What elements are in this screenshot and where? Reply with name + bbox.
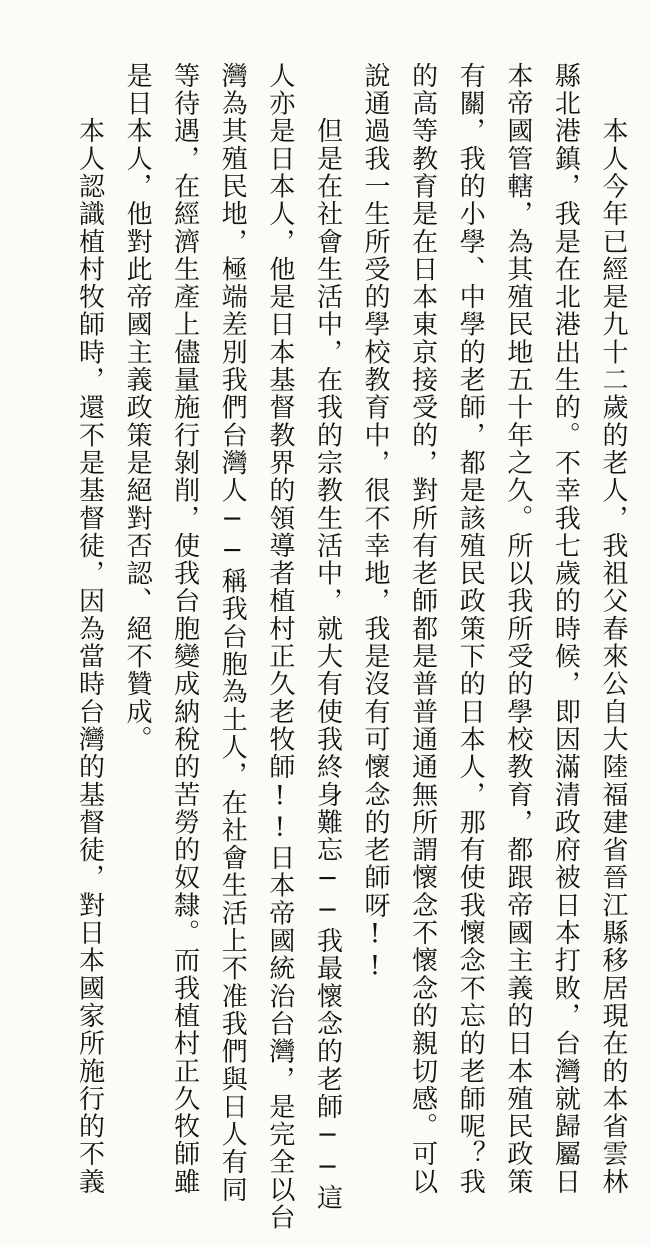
text-line: 但是在社會生活中，在我的宗教生活中，就大有使我終身難忘──我最懷念的老師──這	[312, 62, 343, 1212]
text-line: 等待遇，在經濟生產上儘量施行剝削，使我台胞變成納稅的苦勞的奴隸。而我植村正久牧師雖	[169, 62, 200, 1196]
text-line: 有關，我的小學、中學的老師，都是該殖民政策下的日本人，那有使我懷念不忘的老師呢？我	[455, 62, 486, 1196]
text-line: 說通過我一生所受的學校教育中，很不幸地，我是沒有可懷念的老師呀!!	[360, 62, 391, 983]
text-line: 是日本人，他對此帝國主義政策是絕對否認、絕不贊成。	[122, 62, 153, 754]
text-line: 縣北港鎮，我是在北港出生的。不幸我七歲的時候，即因滿清政府被日本打敗，台灣就歸屬日	[550, 62, 581, 1196]
text-line: 人亦是日本人，他是日本基督教界的領導者植村正久老牧師!!日本帝國統治台灣，是完全以台	[264, 62, 295, 1232]
vertical-text-body	[65, 62, 636, 1234]
text-line: 的高等教育是在日本東京接受的，對所有老師都是普普通通無所謂懷念不懷念的親切感。可以	[407, 62, 438, 1196]
text-line: 本人認識植村牧師時，還不是基督徒，因為當時台灣的基督徒，對日本國家所施行的不義	[74, 62, 105, 1196]
text-line: 本人今年已經是九十二歲的老人，我祖父春來公自大陸福建省晉江縣移居現在的本省雲林	[598, 62, 628, 1196]
text-line: 灣為其殖民地，極端差別我們台灣人──稱我台胞為土人，在社會生活上不准我們與日人有同	[217, 62, 248, 1204]
text-line: 本帝國管轄，為其殖民地五十年之久。所以我所受的學校教育，都跟帝國主義的日本殖民政策	[502, 62, 533, 1196]
